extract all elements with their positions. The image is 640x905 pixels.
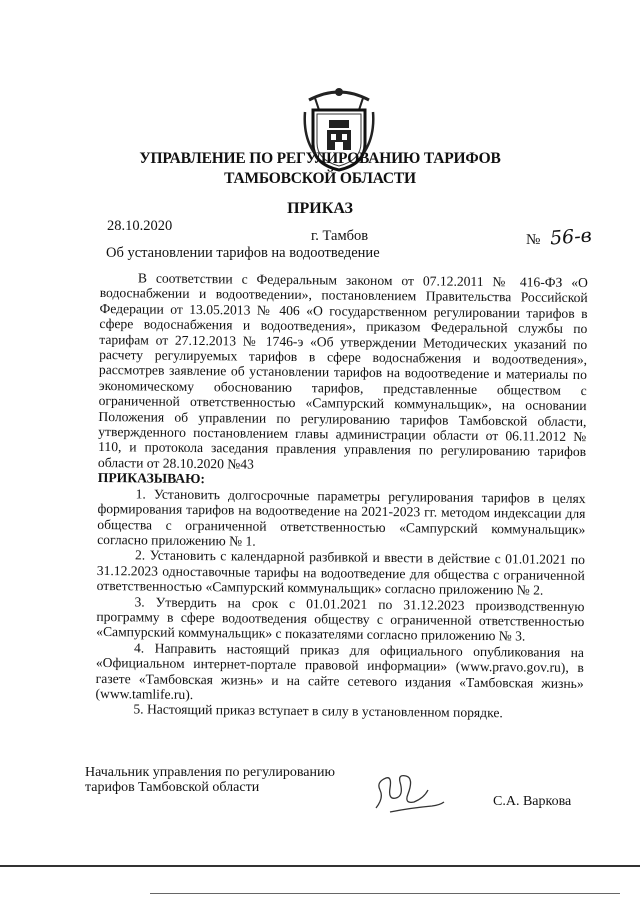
order-item-1: 1. Установить долгосрочные параметры регулирования тарифов в целях формирования тарифов на водоотведение на 2021-2023 гг. методом индексации для общества с ограниченной ответственностью «Сампурский коммунальщик» согласно приложению № 1. [97,486,586,549]
handwritten-signature [370,768,450,816]
signatory-position-line2: тарифов Тамбовской области [85,780,260,795]
bottom-scan-line [0,865,640,867]
signatory-position-line1: Начальник управления по регулированию [85,765,335,780]
order-item-4: 4. Направить настоящий приказ для официального опубликования на «Официальном интернет-портале правовой информации» (www.pravo.gov.ru), в газете «Тамбовская жизнь» и на сайте сетевого издания «Тамбовская жизнь» (www.tamlife.ru). [95,640,585,702]
number-label: № [526,232,541,248]
signatory-name: С.А. Варкова [493,794,572,809]
order-item-3: 3. Утвердить на срок с 01.01.2021 по 31.12.2023 производственную программу в сфере водоотведения обществу с ограниченной ответственностью «Сампурский коммунальщик» с показателями согласно приложению № 3. [96,593,585,644]
organization-name-line1: УПРАВЛЕНИЕ ПО РЕГУЛИРОВАНИЮ ТАРИФОВ [139,150,501,167]
order-word: ПРИКАЗЫВАЮ: [97,470,206,487]
document-subject: Об установлении тарифов на водоотведение [106,245,380,261]
order-item-5: 5. Настоящий приказ вступает в силу в установленном порядке. [133,701,503,721]
preamble-paragraph: В соответствии с Федеральным законом от 07.12.2011 № 416-ФЗ «О водоснабжении и водоотведении», постановлением Правительства Российской Федерации от 13.05.2013 № 406 «О государственном регулировании тарифов в сфере водоснабжения и водоотведения», приказом Федеральной службы по тарифам от 27.12.2013 № 1746-э «Об утверждении Методических указаний по расчету регулируемых тарифов в сфере водоснабжения и водоотведения», рассмотрев заявление об установлении тарифов на водоотведение и материалы по экономическому обоснованию тарифов, представленные обществом с ограниченной ответственностью «Сампурский коммунальщик», на основании Положения об управлении по регулированию тарифов Тамбовской области, утвержденного постановлением главы администрации области от 06.11.2012 № 110, и протокола заседания правления управления по регулированию тарифов области от 28.10.2020 №43 [97,270,588,472]
handwritten-document-number: 56-в [549,224,593,250]
bottom-scan-line-dashed [150,893,620,894]
signatory-position [85,765,335,795]
document-body [95,270,588,722]
document-city: г. Тамбов [311,228,369,244]
document-title: ПРИКАЗ [287,200,353,217]
order-item-2: 2. Установить с календарной разбивкой и ввести в действие с 01.01.2021 по 31.12.2023 одноставочные тарифы на водоотведение для общества с ограниченной ответственностью «Сампурский коммунальщик» согласно приложению № 2. [96,547,586,598]
organization-name-line2: ТАМБОВСКОЙ ОБЛАСТИ [224,170,416,187]
document-date: 28.10.2020 [107,218,173,234]
